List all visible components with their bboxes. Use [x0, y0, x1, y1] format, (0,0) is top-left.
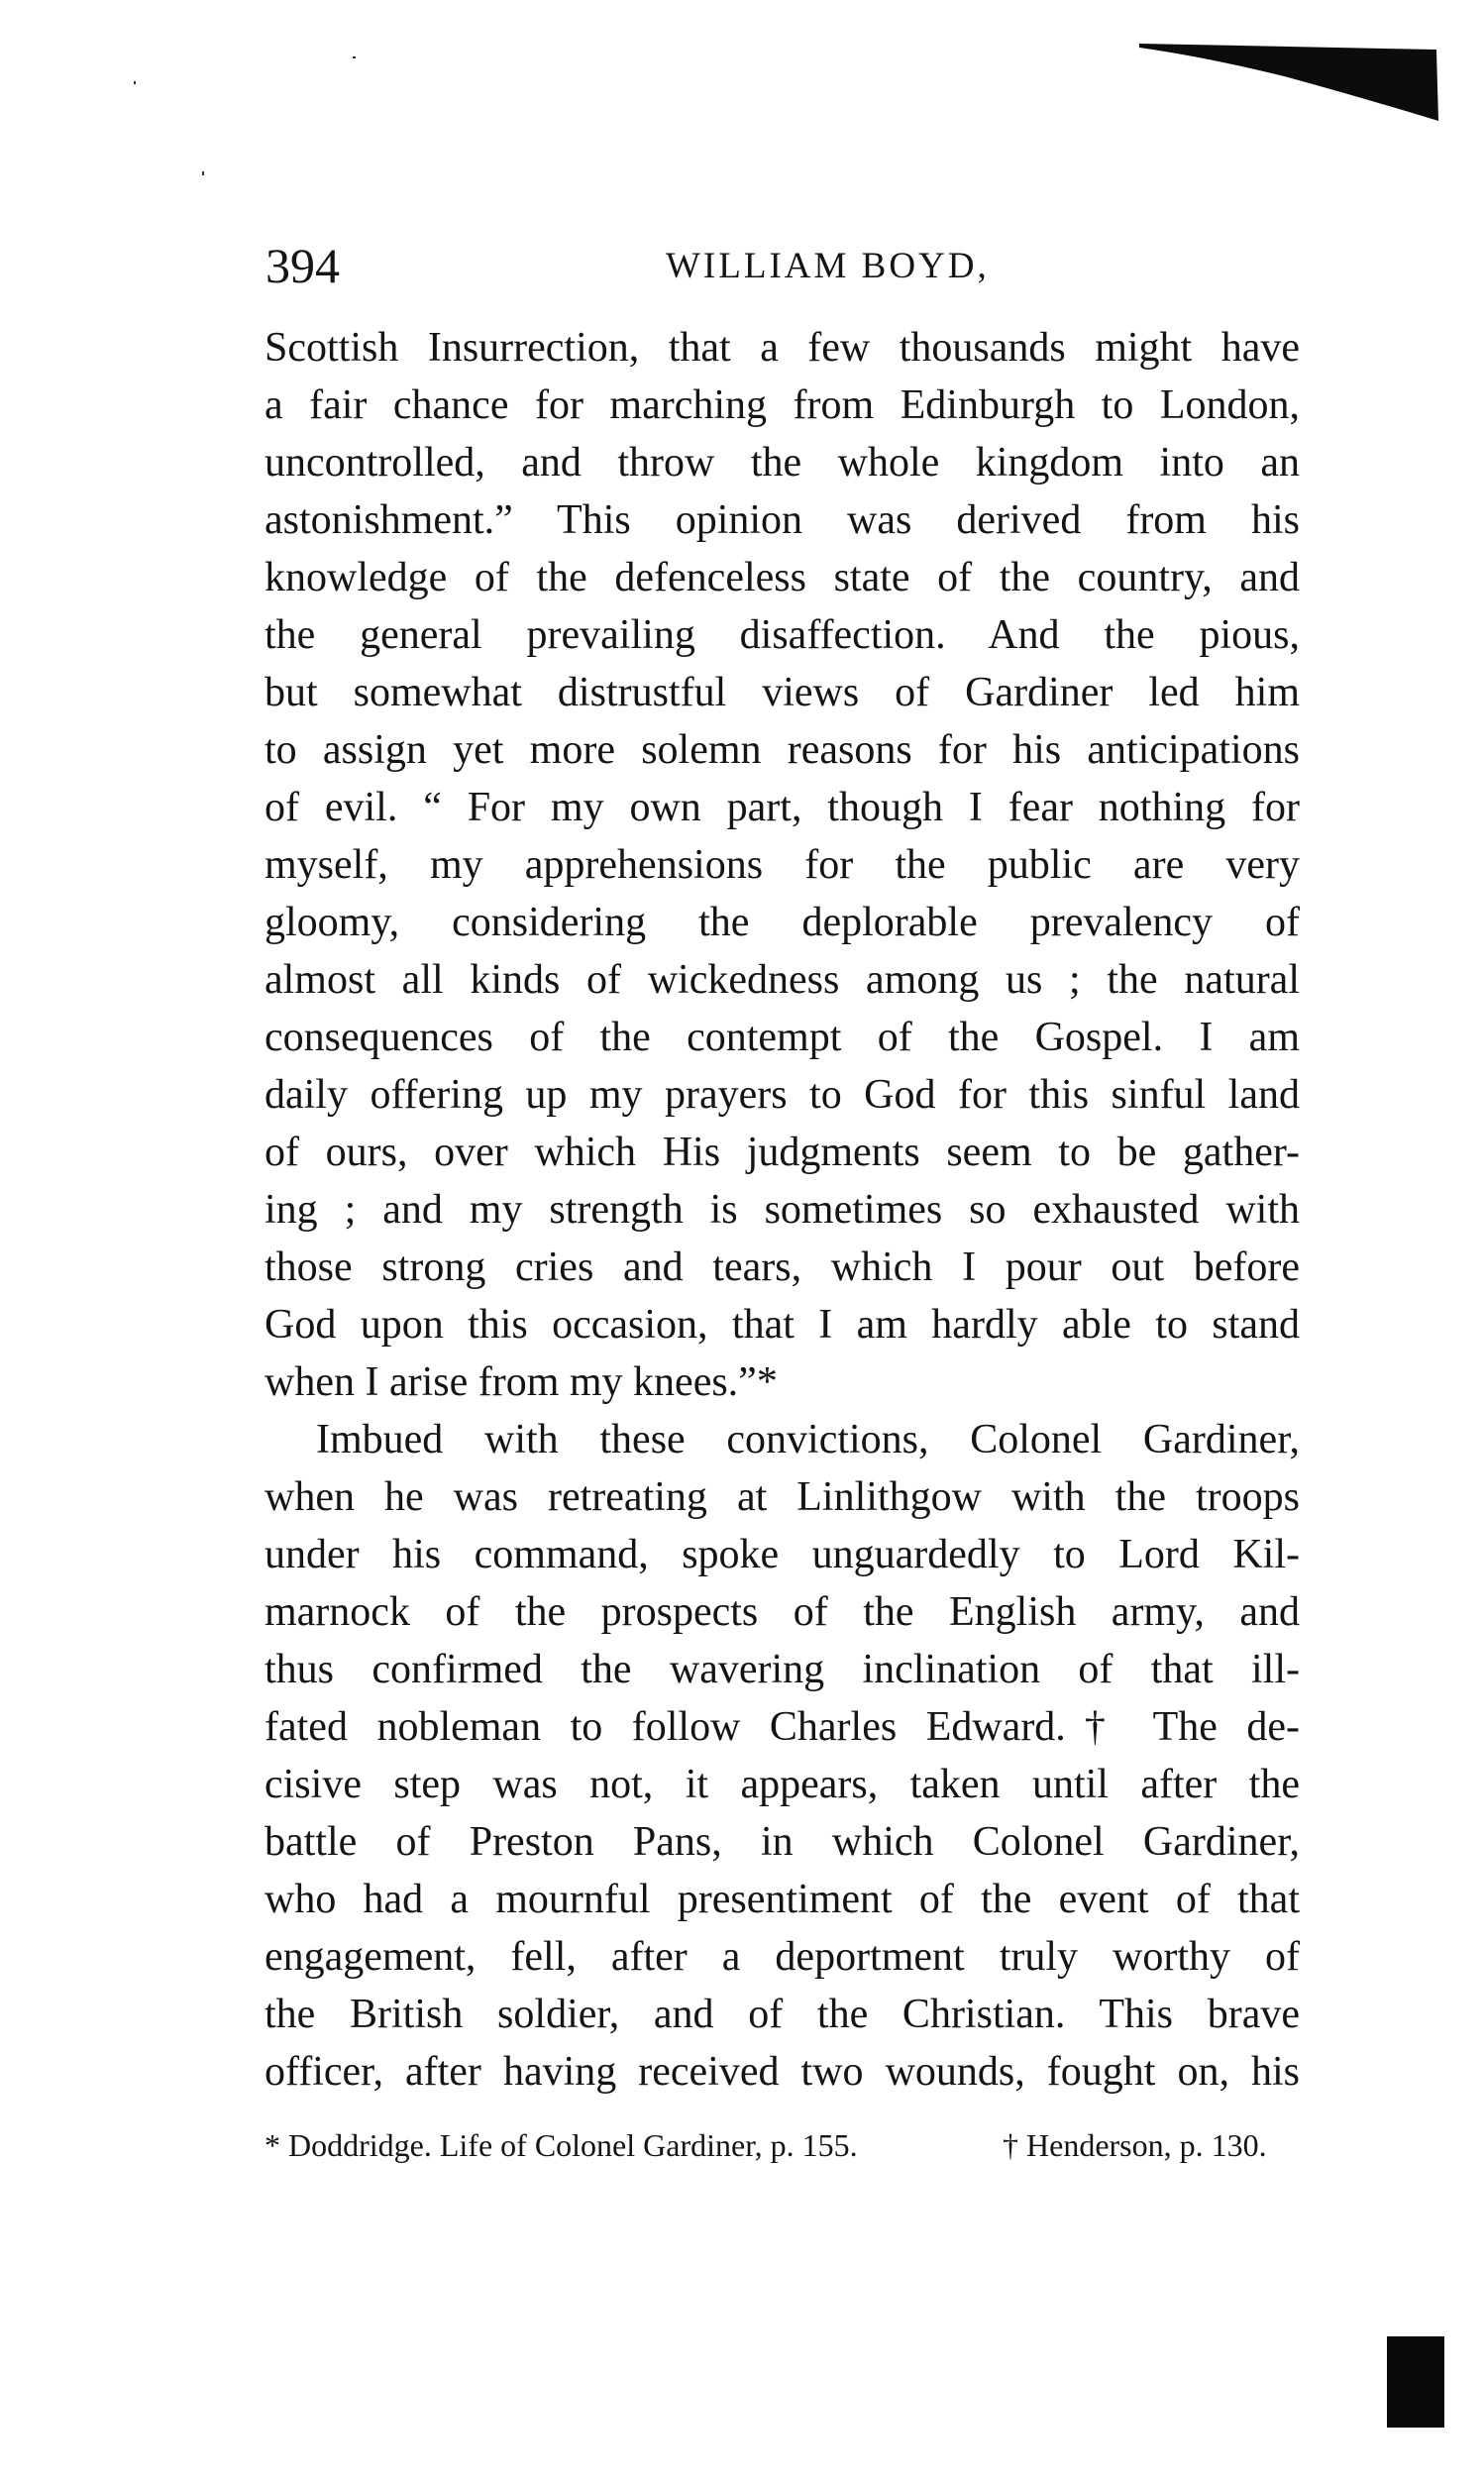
- scan-speck: [202, 171, 204, 175]
- text-line: almost all kinds of wickedness among us ; the natural: [265, 957, 1300, 1003]
- scan-corner-mark: [1387, 2336, 1444, 2428]
- text-line: astonishment.” This opinion was derived from his: [265, 497, 1300, 543]
- text-line: myself, my apprehensions for the public are very: [265, 842, 1300, 888]
- text-line: the general prevailing disaffection. And the pious,: [265, 612, 1300, 658]
- text-line: the British soldier, and of the Christian. This brave: [265, 1992, 1300, 2037]
- text-line: marnock of the prospects of the English army, and: [265, 1589, 1300, 1635]
- text-line: battle of Preston Pans, in which Colonel Gardiner,: [265, 1819, 1300, 1865]
- text-line: a fair chance for marching from Edinburgh to London,: [265, 382, 1300, 428]
- text-line: engagement, fell, after a deportment truly worthy of: [265, 1934, 1300, 1980]
- text-line: when he was retreating at Linlithgow with the troops: [265, 1474, 1300, 1520]
- text-line: Imbued with these convictions, Colonel Gardiner,: [316, 1417, 1300, 1462]
- text-line: cisive step was not, it appears, taken until after the: [265, 1762, 1300, 1807]
- text-line: ing ; and my strength is sometimes so exhausted with: [265, 1187, 1300, 1233]
- scan-edge-shadow: [1139, 40, 1441, 124]
- text-line: consequences of the contempt of the Gospel. I am: [265, 1015, 1300, 1060]
- page-number: 394: [265, 238, 340, 293]
- text-line: officer, after having received two wounds, fought on, his: [265, 2049, 1300, 2095]
- text-line: of evil. “ For my own part, though I fear nothing for: [265, 785, 1300, 830]
- text-line: under his command, spoke unguardedly to Lord Kil-: [265, 1532, 1300, 1577]
- text-line: when I arise from my knees.”*: [265, 1359, 778, 1405]
- text-line: who had a mournful presentiment of the event of that: [265, 1877, 1300, 1922]
- text-line: Scottish Insurrection, that a few thousands might have: [265, 325, 1300, 371]
- scan-edge-shadow-shape: [1139, 44, 1438, 121]
- text-line: God upon this occasion, that I am hardly able to stand: [265, 1302, 1300, 1348]
- scan-speck: [353, 56, 356, 58]
- text-line: but somewhat distrustful views of Gardiner led him: [265, 670, 1300, 715]
- text-line: uncontrolled, and throw the whole kingdom into an: [265, 440, 1300, 486]
- text-line: those strong cries and tears, which I pour out before: [265, 1244, 1300, 1290]
- text-line: to assign yet more solemn reasons for his anticipations: [265, 727, 1300, 773]
- footnote-doddridge: * Doddridge. Life of Colonel Gardiner, p. 155.: [265, 2127, 858, 2163]
- text-line: gloomy, considering the deplorable prevalency of: [265, 900, 1300, 945]
- text-line: fated nobleman to follow Charles Edward.† The de-: [265, 1704, 1300, 1750]
- scan-speck: [134, 81, 136, 84]
- footnotes: [265, 2122, 1300, 2168]
- text-line: of ours, over which His judgments seem to be gather-: [265, 1130, 1300, 1175]
- running-head: WILLIAM BOYD,: [666, 246, 990, 286]
- text-line: knowledge of the defenceless state of the country, and: [265, 555, 1300, 600]
- text-line: thus confirmed the wavering inclination of that ill-: [265, 1647, 1300, 1692]
- footnote-henderson: † Henderson, p. 130.: [1003, 2127, 1267, 2163]
- text-line: daily offering up my prayers to God for this sinful land: [265, 1072, 1300, 1118]
